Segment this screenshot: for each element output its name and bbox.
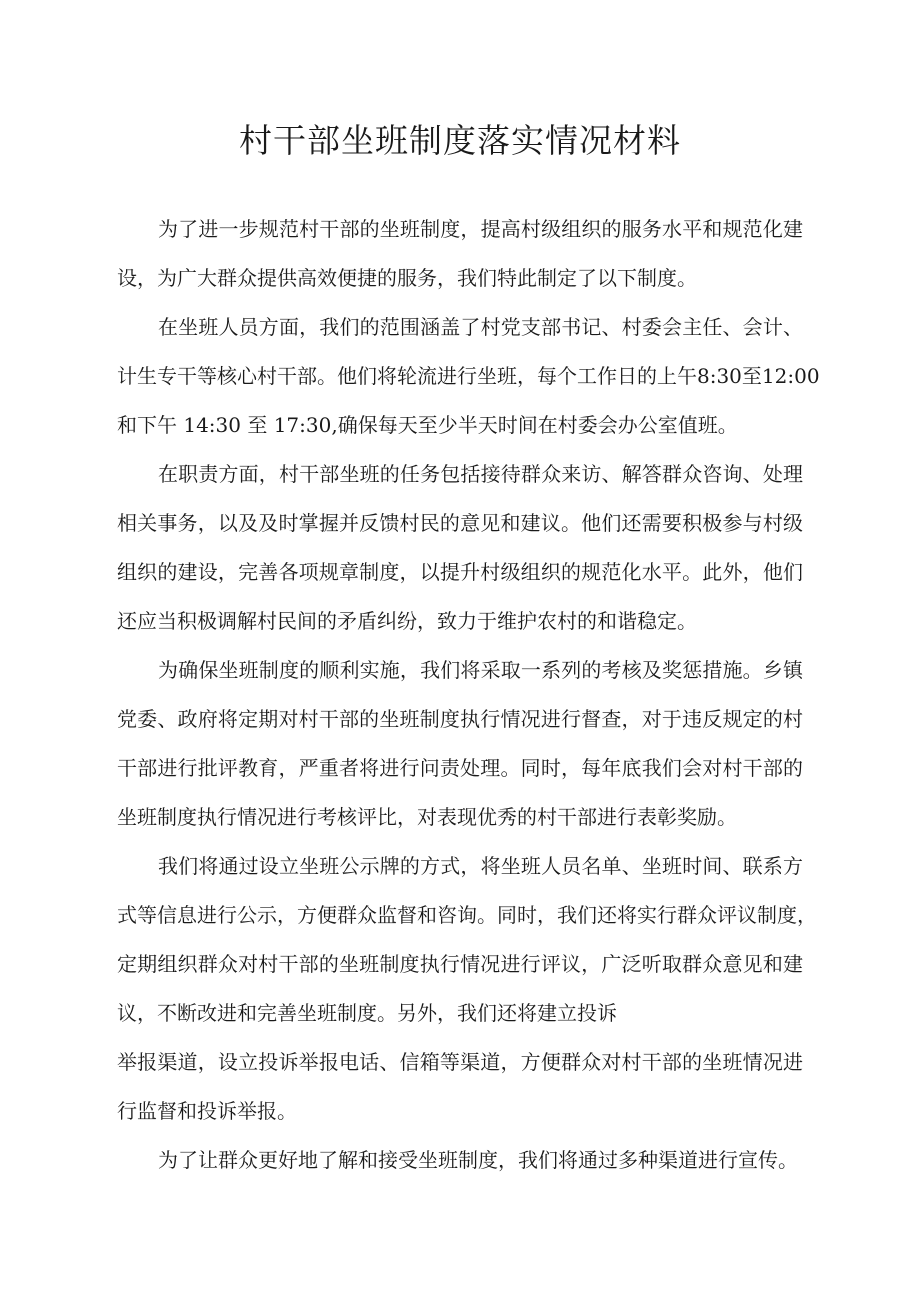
text-line: 计生专干等核心村干部。他们将轮流进行坐班，每个工作日的上午8:30至12:00	[117, 364, 820, 388]
text-line: 行监督和投诉举报。	[117, 1099, 297, 1123]
text-line: 和下午 14:30 至 17:30,确保每天至少半天时间在村委会办公室值班。	[117, 413, 738, 437]
text-line: 式等信息进行公示，方便群众监督和咨询。同时，我们还将实行群众评议制度，	[117, 903, 817, 927]
text-line: 组织的建设，完善各项规章制度，以提升村级组织的规范化水平。此外，他们	[117, 560, 803, 584]
text-line: 为确保坐班制度的顺利实施，我们将采取一系列的考核及奖惩措施。乡镇	[158, 658, 803, 682]
text-line: 我们将通过设立坐班公示牌的方式，将坐班人员名单、坐班时间、联系方	[158, 854, 803, 878]
text-line: 为了让群众更好地了解和接受坐班制度，我们将通过多种渠道进行宣传。	[158, 1148, 798, 1172]
text-line: 还应当积极调解村民间的矛盾纠纷，致力于维护农村的和谐稳定。	[117, 609, 697, 633]
text-line: 干部进行批评教育，严重者将进行问责处理。同时，每年底我们会对村干部的	[117, 756, 803, 780]
text-line: 坐班制度执行情况进行考核评比，对表现优秀的村干部进行表彰奖励。	[117, 805, 737, 829]
text-line: 议，不断改进和完善坐班制度。另外，我们还将建立投诉	[117, 1001, 617, 1025]
text-line: 党委、政府将定期对村干部的坐班制度执行情况进行督查，对于违反规定的村	[117, 707, 803, 731]
text-line: 举报渠道，设立投诉举报电话、信箱等渠道，方便群众对村干部的坐班情况进	[117, 1050, 803, 1074]
text-line: 在坐班人员方面，我们的范围涵盖了村党支部书记、村委会主任、会计、	[158, 315, 803, 339]
text-line: 相关事务，以及及时掌握并反馈村民的意见和建议。他们还需要积极参与村级	[117, 511, 803, 535]
text-line: 为了进一步规范村干部的坐班制度，提高村级组织的服务水平和规范化建	[158, 217, 803, 241]
text-line: 定期组织群众对村干部的坐班制度执行情况进行评议，广泛听取群众意见和建	[117, 952, 803, 976]
text-line: 设，为广大群众提供高效便捷的服务，我们特此制定了以下制度。	[117, 266, 697, 290]
document-title: 村干部坐班制度落实情况材料	[239, 121, 681, 160]
text-line: 在职责方面，村干部坐班的任务包括接待群众来访、解答群众咨询、处理	[158, 462, 803, 486]
